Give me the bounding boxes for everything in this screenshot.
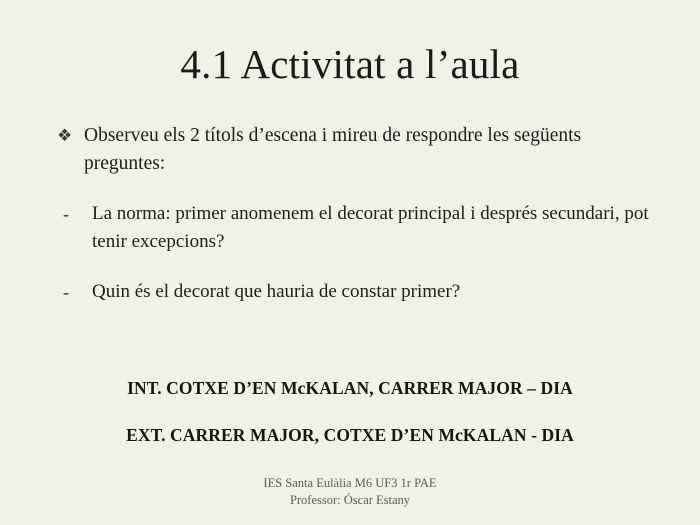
slide-body (54, 122, 654, 306)
scene-headings-group (0, 378, 700, 472)
scene-heading-2: EXT. CARRER MAJOR, COTXE D’EN McKALAN - DIA (126, 425, 574, 445)
dash-bullet-icon: - (63, 282, 69, 302)
question-label-2: Quin és el decorat que hauria de constar primer? (92, 281, 461, 302)
bullet-item-label: Observeu els 2 títols d’escena i mireu de respondre les següents preguntes: (84, 125, 582, 174)
question-item-1 (54, 200, 654, 256)
footer-line-course: IES Santa Eulàlia M6 UF3 1r PAE (263, 476, 437, 490)
bullet-item (54, 122, 654, 178)
question-item-2 (54, 278, 654, 306)
footer-line-professor: Professor: Óscar Estany (289, 493, 411, 507)
page-title: 4.1 Activitat a l’aula (180, 41, 520, 87)
diamond-bullet-icon: ❖ (57, 126, 73, 145)
question-label-1: La norma: primer anomenem el decorat principal i després secundari, pot tenir excepcions? (92, 203, 649, 252)
scene-heading-1: INT. COTXE D’EN McKALAN, CARRER MAJOR – DIA (127, 378, 573, 398)
dash-bullet-icon: - (63, 204, 69, 224)
slide-footer (0, 475, 700, 509)
